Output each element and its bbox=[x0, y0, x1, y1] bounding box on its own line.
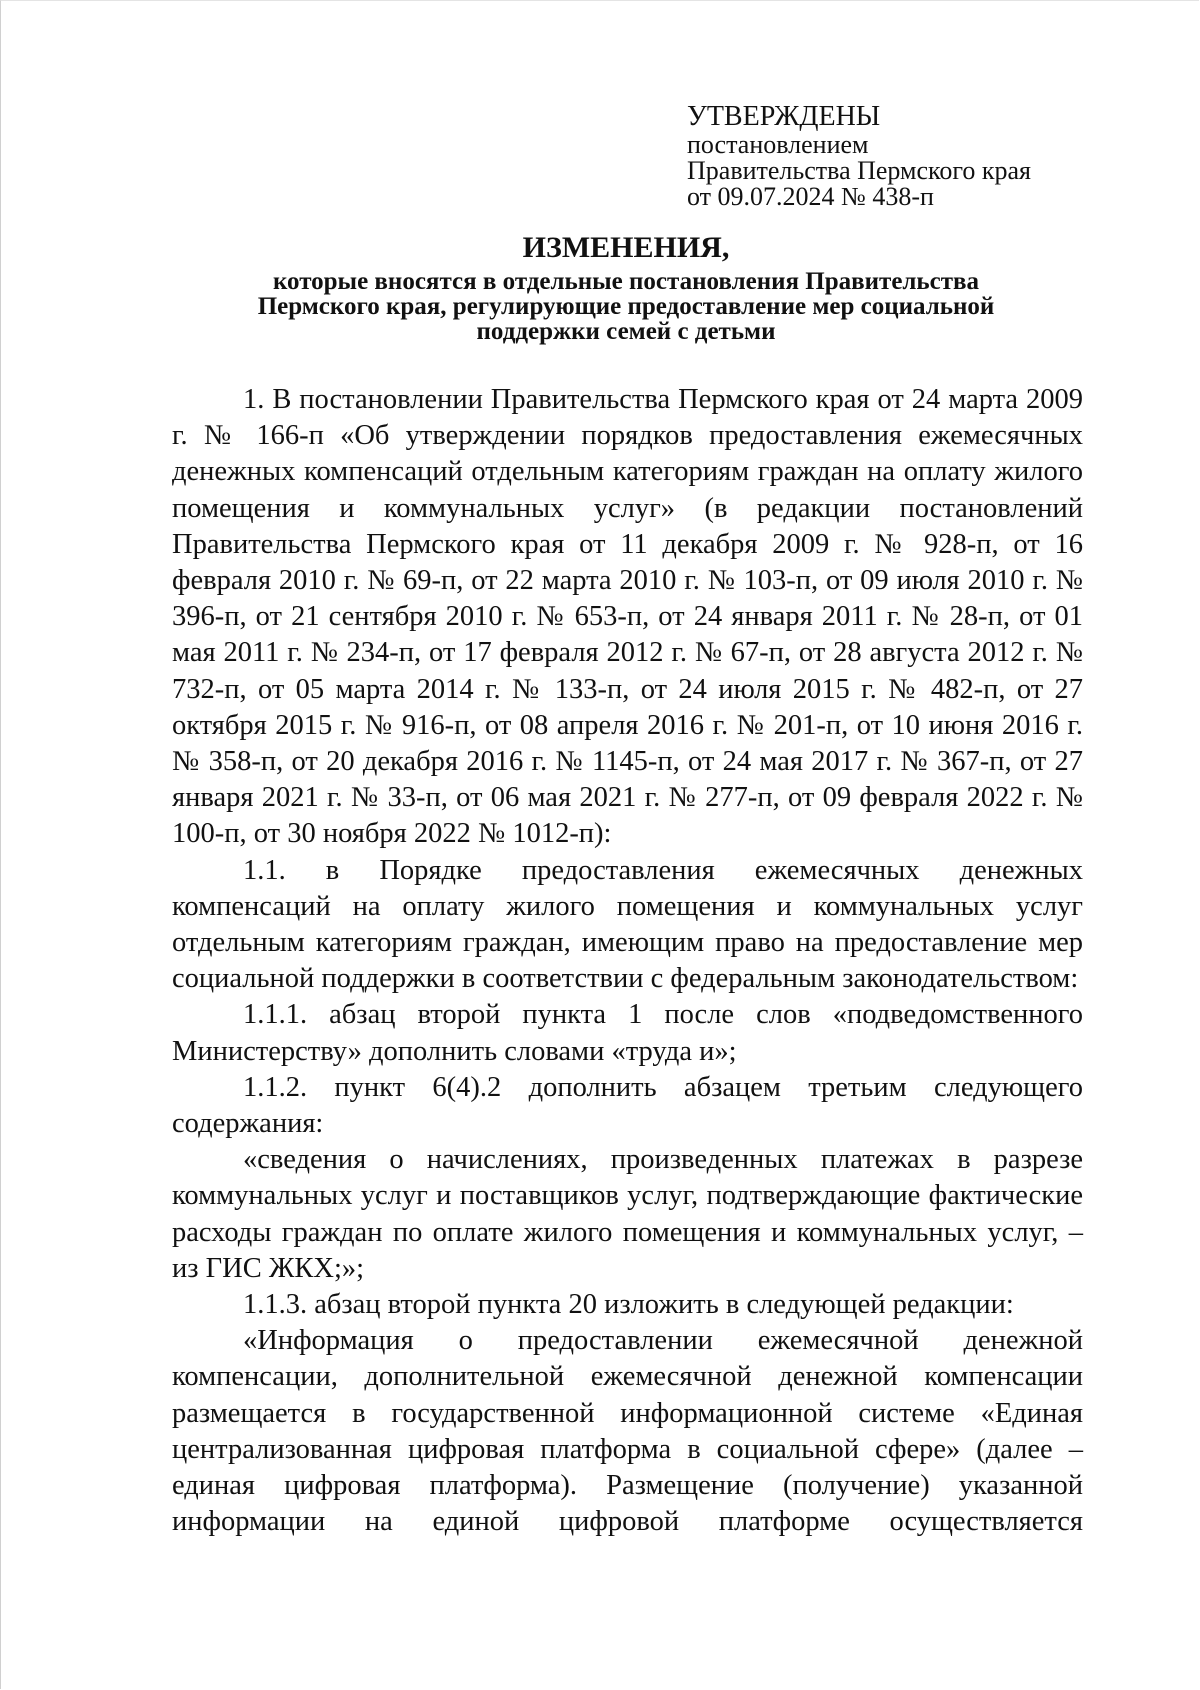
approval-line-3: от 09.07.2024 № 438-п bbox=[687, 182, 934, 211]
subtitle-line-3: поддержки семей с детьми bbox=[476, 318, 776, 345]
paragraph-1: 1. В постановлении Правительства Пермского края от 24 марта 2009 г. № 166-п «Об утверждении порядков предоставления ежемесячных денежных компенсаций отдельным категориям граждан на оплату жилого помещения и коммунальных услуг» (в редакции постановлений Правительства Пермского края от 11 декабря 2009 г. № 928-п, от 16 февраля 2010 г. № 69-п, от 22 марта 2010 г. № 103-п, от 09 июля 2010 г. № 396-п, от 21 сентября 2010 г. № 653-п, от 24 января 2011 г. № 28-п, от 01 мая 2011 г. № 234-п, от 17 февраля 2012 г. № 67-п, от 28 августа 2012 г. № 732-п, от 05 марта 2014 г. № 133-п, от 24 июля 2015 г. № 482-п, от 27 октября 2015 г. № 916-п, от 08 апреля 2016 г. № 201-п, от 10 июня 2016 г. № 358-п, от 20 декабря 2016 г. № 1145-п, от 24 мая 2017 г. № 367-п, от 27 января 2021 г. № 33-п, от 06 мая 2021 г. № 277-п, от 09 февраля 2022 г. № 100-п, от 30 ноября 2022 № 1012-п): bbox=[172, 384, 1083, 850]
subtitle-line-1: которые вносятся в отдельные постановления Правительства bbox=[272, 268, 980, 295]
approval-title: УТВЕРЖДЕНЫ bbox=[687, 101, 881, 132]
paragraph-1-1-1: 1.1.1. абзац второй пункта 1 после слов «подведомственного Министерству» дополнить словами «труда и»; bbox=[172, 999, 1083, 1067]
subtitle-line-2: Пермского края, регулирующие предоставление мер социальной bbox=[257, 293, 995, 320]
document-title: ИЗМЕНЕНИЯ, bbox=[522, 231, 730, 264]
approval-line-2: Правительства Пермского края bbox=[687, 156, 1031, 185]
paragraph-1-1: 1.1. в Порядке предоставления ежемесячных денежных компенсаций на оплату жилого помещения и коммунальных услуг отдельным категориям граждан, имеющим право на предоставление мер социальной поддержки в соответствии с федеральным законодательством: bbox=[172, 854, 1083, 995]
paragraph-1-1-3: 1.1.3. абзац второй пункта 20 изложить в следующей редакции: bbox=[243, 1289, 1014, 1321]
document-subtitle bbox=[171, 269, 1081, 344]
paragraph-1-1-2: 1.1.2. пункт 6(4).2 дополнить абзацем третьим следующего содержания: bbox=[172, 1071, 1083, 1140]
document-body bbox=[172, 382, 1083, 1541]
paragraph-quote-1: «сведения о начислениях, произведенных платежах в разрезе коммунальных услуг и поставщиков услуг, подтверждающие фактические расходы граждан по оплате жилого помещения и коммунальных услуг, – из ГИС ЖКХ;»; bbox=[172, 1144, 1083, 1284]
paragraph-quote-2: «Информация о предоставлении ежемесячной денежной компенсации, дополнительной ежемесячной денежной компенсации размещается в государственной информационной системе «Единая централизованная цифровая платформа в социальной сфере» (далее – единая цифровая платформа). Размещение (получение) указанной информации на единой цифровой платформе осуществляется bbox=[172, 1325, 1083, 1538]
approval-stamp bbox=[687, 102, 1031, 210]
approval-line-1: постановлением bbox=[687, 130, 869, 159]
